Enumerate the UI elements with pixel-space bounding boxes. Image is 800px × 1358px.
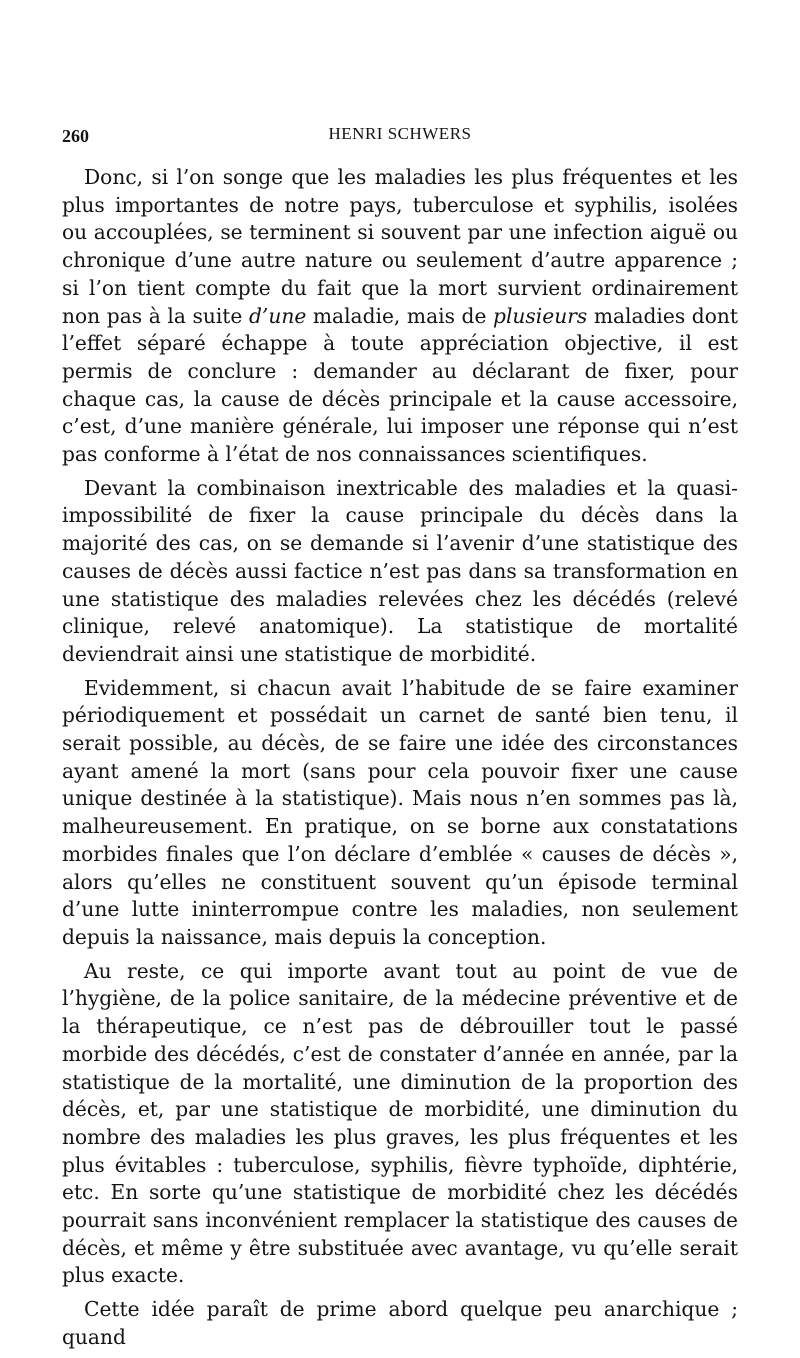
paragraph: Evidemment, si chacun avait l’habitude de se faire examiner périodiquement et possédait un carnet de santé bien tenu, il serait possible, au décès, de se faire une idée des circonstances ayant amené la mort (sans pour cela pouvoir fixer une cause unique destinée à la statistique). Mais nous n’en sommes pas là, malheureusement. En pratique, on se borne aux constatations morbides finales que l’on déclare d’emblée « causes de décès », alors qu’elles ne constituent souvent qu’un épisode terminal d’une lutte ininterrompue contre les maladies, non seulement depuis la naissance, mais depuis la conception. [62, 675, 738, 949]
page-number: 260 [62, 126, 89, 146]
text-run: maladie, mais de [306, 303, 494, 328]
text-run: Donc, si l’on songe que les maladies les plus fréquentes et les plus importantes de notre pays, tuberculose et syphilis, isolées ou accouplées, se terminent si souvent par une infection aiguë ou chronique d’une autre nature ou seulement d’autre apparence ; si l’on tient compte du fait que la mort survient ordinairement non pas à la suite [62, 165, 738, 328]
italic-text-run: d’une [248, 303, 307, 328]
text-run: maladies dont l’effet séparé échappe à toute appréciation objective, il est permis de conclure : demander au déclarant de fixer, pour chaque cas, la cause de décès principale et la cause accessoire, c’est, d’une manière générale, lui imposer une réponse qui n’est pas conforme à l’état de nos connaissances scientifiques. [62, 303, 738, 467]
paragraph: Devant la combinaison inextricable des maladies et la quasi-impossibilité de fixer la cause principale du décès dans la majorité des cas, on se demande si l’avenir d’une statistique des causes de décès aussi factice n’est pas dans sa transformation en une statistique des maladies relevées chez les décédés (relevé clinique, relevé anatomique). La statistique de mortalité deviendrait ainsi une statistique de morbidité. [62, 475, 738, 666]
paragraph: Cette idée paraît de prime abord quelque peu anarchique ; quand [62, 1297, 738, 1349]
page-header [62, 122, 738, 154]
running-title: HENRI SCHWERS [328, 124, 472, 143]
paragraph: Au reste, ce qui importe avant tout au point de vue de l’hygiène, de la police sanitaire, de la médecine préventive et de la thérapeutique, ce n’est pas de débrouiller tout le passé morbide des décédés, c’est de constater d’année en année, par la statistique de la mortalité, une diminution de la proportion des décès, et, par une statistique de morbidité, une diminution du nombre des maladies les plus graves, les plus fréquentes et les plus évitables : tuberculose, syphilis, fièvre typhoïde, diphtérie, etc. En sorte qu’une statistique de morbidité chez les décédés pourrait sans inconvénient remplacer la statistique des causes de décès, et même y être substituée avec avantage, vu qu’elle serait plus exacte. [62, 958, 738, 1288]
body-text [62, 164, 738, 1352]
paragraph [62, 164, 738, 469]
italic-text-run: plusieurs [493, 303, 588, 328]
book-page [62, 122, 738, 1358]
